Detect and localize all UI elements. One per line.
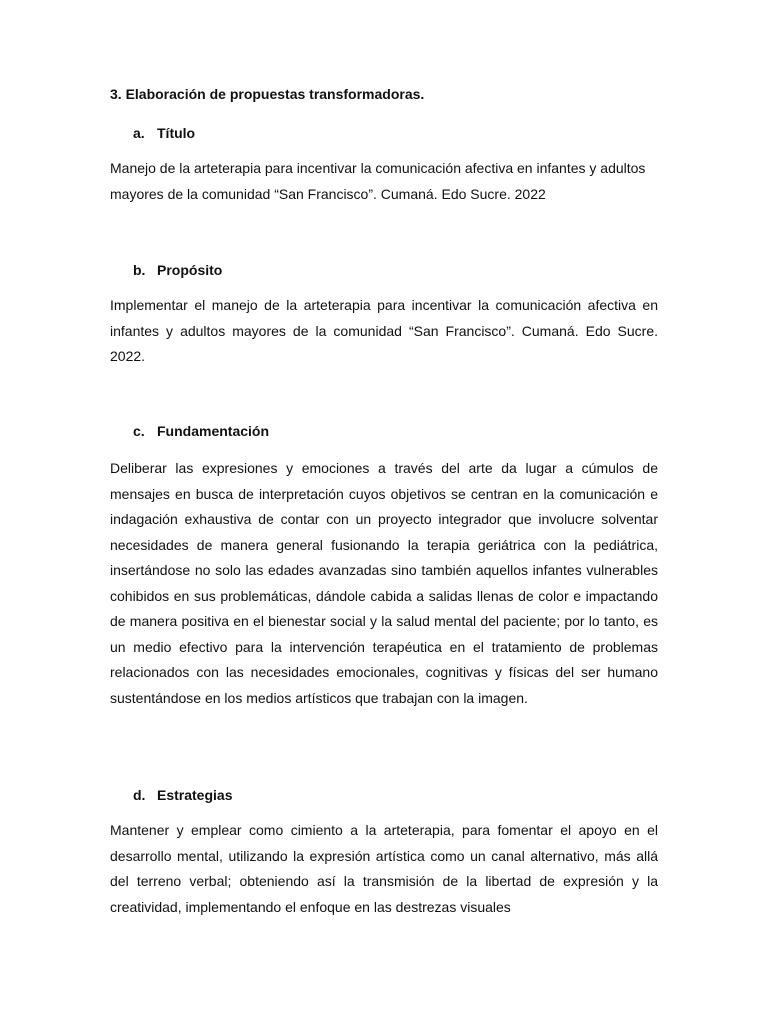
paragraph-fundamentacion: Deliberar las expresiones y emociones a través del arte da lugar a cúmulos de mensajes en busca de interpretación cuyos objetivos se centran en la comunicación e indagación exhaustiva de contar con un proyecto integrador que involucre solventar necesidades de manera general fusionando la terapia geriátrica con la pediátrica, insertándose no solo las edades avanzadas sino también aquellos infantes vulnerables cohibidos en sus problemáticas, dándole cabida a salidas llenas de color e impactando de manera positiva en el bienestar social y la salud mental del paciente; por lo tanto, es un medio efectivo para la intervención terapéutica en el tratamiento de problemas relacionados con las necesidades emocionales, cognitivas y físicas del ser humano sustentándose en los medios artísticos que trabajan con la imagen. — [110, 460, 658, 706]
subsection-letter: b. — [133, 262, 146, 278]
subsection-heading-proposito — [133, 261, 222, 279]
subsection-heading-text: Fundamentación — [157, 423, 270, 439]
subsection-heading-text: Estrategias — [157, 787, 233, 803]
subsection-letter: d. — [133, 787, 146, 803]
subsection-heading-titulo — [133, 124, 195, 142]
subsection-letter: a. — [133, 125, 145, 141]
subsection-heading-fundamentacion — [133, 422, 269, 440]
subsection-letter: c. — [133, 423, 145, 439]
subsection-heading-text: Título — [157, 125, 196, 141]
paragraph-estrategias: Mantener y emplear como cimiento a la arteterapia, para fomentar el apoyo en el desarrollo mental, utilizando la expresión artística como un canal alternativo, más allá del terreno verbal; obteniendo así la transmisión de la libertad de expresión y la creatividad, implementando el enfoque en las destrezas visuales — [110, 822, 658, 915]
paragraph-proposito: Implementar el manejo de la arteterapia para incentivar la comunicación afectiva en infantes y adultos mayores de la comunidad “San Francisco”. Cumaná. Edo Sucre. 2022. — [110, 297, 658, 364]
paragraph-titulo: Manejo de la arteterapia para incentivar la comunicación afectiva en infantes y adultos mayores de la comunidad “San Francisco”. Cumaná. Edo Sucre. 2022 — [110, 160, 646, 202]
section-title: 3. Elaboración de propuestas transformadoras. — [110, 86, 425, 102]
subsection-heading-estrategias — [133, 786, 232, 804]
subsection-heading-text: Propósito — [157, 262, 223, 278]
